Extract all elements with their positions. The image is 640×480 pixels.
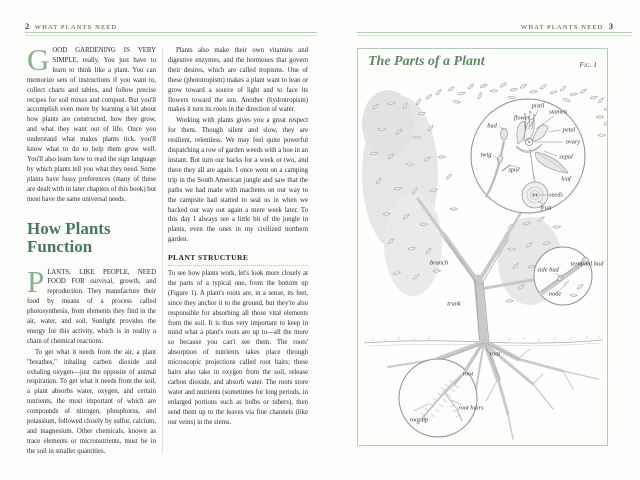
fig-label-spur: spur [508, 166, 520, 174]
right-page-header [357, 21, 613, 31]
left-column-2 [168, 46, 308, 428]
section-heading: How Plants Function [27, 218, 111, 256]
plant-structure-subheading: PLANT STRUCTURE [168, 253, 308, 266]
left-page-header [25, 21, 117, 31]
left-column-1 [27, 42, 156, 457]
function-paragraph: PLANTS, LIKE PEOPLE, NEED FOOD FOR survival, growth, and reproduction. They manufacture their food by means of a process called photosynthesis, from elements they find in the air, water, and soil. Sunlight provides the energy for this activity, which is in reality a chain of chemical reactions. [27, 263, 156, 345]
left-header-rule [25, 32, 317, 36]
fig-label-branch: branch [429, 259, 449, 267]
figure-title: The Parts of a Plant [368, 54, 485, 69]
structure-paragraph: To see how plants work, let's look more closely at the parts of a typical one, from the bottom up (Figure 1). A plant's roots are, in a sense, its feet, since they anchor it to the ground, but they're also responsible for absorbing all those vital elements from the soil. It is thus very important to keep in mind what a plant's roots are up to—all the more so because you can't see them. The roots' absorption of nutrients takes place through microscopic projections called root hairs; these hairs also take in oxygen from the soil, release carbon dioxide, and absorb water. The roots store water and nutrients (sometimes for long periods, in enlarged portions such as bulbs or tubers), then send them up to the leaves via fine channels (like our veins) in the stems. [168, 270, 308, 426]
fig-label-fruit: fruit [540, 204, 552, 212]
fig-label-pistil: pistil [531, 102, 545, 110]
fig-label-side-bud: side bud [537, 266, 559, 274]
left-page-header-title: WHAT PLANTS NEED [34, 24, 118, 31]
air-paragraph: To get what it needs from the air, a plant "breathes," inhaling carbon dioxide and exhaling oxygen—just the opposite of animal respiration. To get what it needs from the soil, a plant absorbs water, oxygen, and certain nutrients, the most important of which are compounds of nitrogen, phosphorus, and potassium, followed closely by sulfur, calcium, and magnesium. Other chemicals, known as trace elements or micronutrients, must be in the soil in smaller quantities. [27, 348, 156, 455]
fig-label-bud: bud [487, 122, 497, 130]
fig-label-root-upper: root [489, 350, 501, 358]
fig-label-trunk: trunk [447, 300, 461, 308]
fig-label-terminal-bud: terminal bud [570, 260, 604, 268]
fig-label-petal: petal [562, 126, 576, 134]
fig-label-ovary: ovary [565, 138, 581, 146]
intro-paragraph: GOOD GARDENING IS VERY SIMPLE, really. You just have to learn to think like a plant. You can memorize sets of instructions if you want to, collect charts and tables, and follow precise recipes for soil mixes and compost. But you'll accomplish even more by learning a bit about how plants are constructed, how they grow, and what they want out of life. Once you understand what makes plants tick, you'll know what to do to help them grow well. You'll also learn how to read the sign language by which plants tell you what they need. Some plants have fussy preferences (many of these are dealt with in later chapters of this book) but most have the same universal needs. [27, 42, 156, 203]
right-page-header-title: WHAT PLANTS NEED [520, 24, 604, 31]
fig-label-root-tip: root tip [409, 416, 429, 424]
left-page-number: 2 [25, 21, 30, 31]
fig-label-root-hairs: root hairs [458, 404, 484, 412]
column-divider-rule [162, 48, 163, 454]
right-header-rule [357, 32, 632, 36]
fig-label-sepal: sepal [559, 153, 573, 161]
fig-label-leaf: leaf [561, 175, 571, 183]
figure-box [357, 48, 608, 446]
figure-number: Fig. 1 [579, 60, 597, 69]
fig-label-root-inner: root [462, 370, 474, 378]
tropism-paragraph: Plants also make their own vitamins and digestive enzymes, and the hormones that govern their desires, which are called tropisms. One of these (phototropism) makes a plant want to lean or grow toward a source of light and to face its flowers toward the sun. Another (hydrotropism) makes it turn its roots in the direction of water. [168, 47, 308, 114]
fig-label-seeds: seeds [549, 191, 563, 199]
respect-paragraph: Working with plants gives you a great respect for them. Though silent and slow, they are resilient, relentless. We may feel quite powerful dispatching a row of garden weeds with a hoe in an instant. But turn our backs for a week or two, and there they all are again. I once went on a camping trip in the South American jungle and saw that the paths we had made with machetes on our way to the campsite had started to seal us in when we hacked our way out again a mere week later. To this day I always see a little bit of the jungle in plants, even the ones in my civilized northern garden. [168, 117, 308, 244]
fig-label-twig: twig [480, 151, 492, 159]
right-page-number: 3 [608, 21, 613, 31]
fig-label-flower: flower [513, 114, 531, 122]
plant-illustration [358, 49, 607, 445]
bud-detail-circle [534, 247, 592, 305]
fig-label-stamen: stamen [548, 108, 568, 116]
fig-label-node: node [548, 290, 562, 298]
